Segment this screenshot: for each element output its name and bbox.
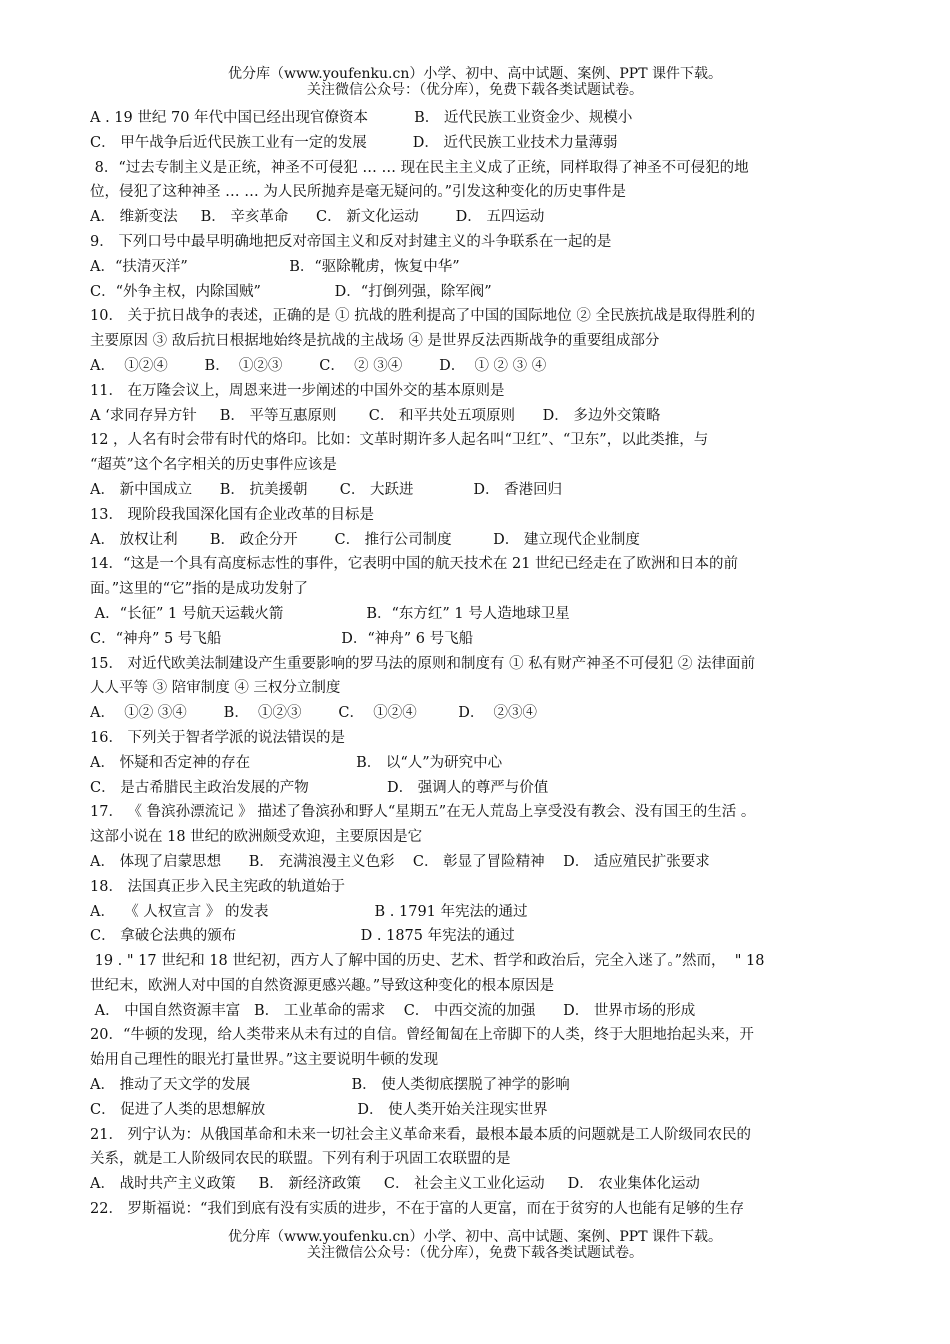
text-line: A． ①②④ B． ①②③ C． ② ③④ D． ① ② ③ ④ <box>90 357 547 374</box>
text-line: A． 怀疑和否定神的存在 B． 以“人”为研究中心 <box>90 754 503 771</box>
page-footer <box>0 1229 950 1261</box>
text-line: A． 维新变法 B． 辛亥革命 C． 新文化运动 D． 五四运动 <box>90 209 545 226</box>
text-line: C． 拿破仑法典的颁布 D . 1875 年宪法的通过 <box>90 928 515 945</box>
text-line: A . 19 世纪 70 年代中国已经出现官僚资本 B． 近代民族工业资金少、规模小 <box>90 110 633 126</box>
text-line: 人人平等 ③ 陪审制度 ④ 三权分立制度 <box>90 680 341 697</box>
text-line: 主要原因 ③ 敌后抗日根据地始终是抗战的主战场 ④ 是世界反法西斯战争的重要组成部分 <box>90 333 660 350</box>
text-line: 始用自己理性的眼光打量世界。”这主要说明牛顿的发现 <box>90 1052 439 1069</box>
text-line: A． 中国自然资源丰富 B． 工业革命的需求 C． 中西交流的加强 D． 世界市场的形成 <box>90 1002 696 1019</box>
text-line: 16． 下列关于智者学派的说法错误的是 <box>90 729 346 746</box>
text-line: C． 促进了人类的思想解放 D． 使人类开始关注现实世界 <box>90 1101 548 1118</box>
footer-line-1: 优分库（www.youfenku.cn）小学、初中、高中试题、案例、PPT 课件下载。 <box>227 1229 722 1245</box>
text-line: 13． 现阶段我国深化国有企业改革的目标是 <box>90 506 375 523</box>
text-line: 15． 对近代欧美法制建设产生重要影响的罗马法的原则和制度有 ① 私有财产神圣不可侵犯 ② 法律面前 <box>90 655 755 672</box>
text-line: C． 是古希腊民主政治发展的产物 D． 强调人的尊严与价值 <box>90 779 549 796</box>
page-header <box>0 66 950 98</box>
text-line: C．“外争主权，内除国贼” D．“打倒列强，除军阀” <box>90 283 492 300</box>
text-line: A．“扶清灭洋” B．“驱除靴虏，恢复中华” <box>90 258 460 275</box>
text-line: A． 《 人权宣言 》 的发表 B . 1791 年宪法的通过 <box>90 903 528 920</box>
text-line: 关系，就是工人阶级同农民的联盟。下列有利于巩固工农联盟的是 <box>90 1151 511 1168</box>
text-line: A． ①② ③④ B． ①②③ C． ①②④ D． ②③④ <box>90 705 538 722</box>
text-line: 18． 法国真正步入民主宪政的轨道始于 <box>90 878 346 895</box>
text-line: 9． 下列口号中最早明确地把反对帝国主义和反对封建主义的斗争联系在一起的是 <box>90 233 612 250</box>
text-line: A． 体现了启蒙思想 B． 充满浪漫主义色彩 C． 彰显了冒险精神 D． 适应殖民扩张要求 <box>90 853 710 870</box>
text-line: 世纪末，欧洲人对中国的自然资源更感兴趣。”导致这种变化的根本原因是 <box>90 977 555 994</box>
text-line: A． 推动了天文学的发展 B． 使人类彻底摆脱了神学的影响 <box>90 1077 570 1094</box>
text-line: A ‘求同存异方针 B． 平等互惠原则 C． 和平共处五项原则 D． 多边外交策略 <box>90 407 661 424</box>
text-line: 12 ，人名有时会带有时代的烙印。比如：文革时期许多人起名叫“卫红”、“卫东”，以此类推，与 <box>90 432 709 449</box>
text-line: 22． 罗斯福说：“我们到底有没有实质的进步，不在于富的人更富，而在于贫穷的人也能有足够的生存 <box>90 1201 744 1218</box>
text-line: A．“长征” 1 号航天运载火箭 B．“东方红” 1 号人造地球卫星 <box>90 605 570 622</box>
footer-line-2: 关注微信公众号：（优分库），免费下载各类试题试卷。 <box>307 1245 643 1261</box>
text-line: 20．“牛顿的发现，给人类带来从未有过的自信。曾经匍匐在上帝脚下的人类，终于大胆地抬起头来，开 <box>90 1027 754 1044</box>
text-line: 11． 在万隆会议上，周恩来进一步阐述的中国外交的基本原则是 <box>90 382 505 399</box>
text-line: “超英”这个名字相关的历史事件应该是 <box>90 457 337 474</box>
text-line: 8．“过去专制主义是正统，神圣不可侵犯 … … 现在民主主义成了正统，同样取得了神圣不可侵犯的地 <box>90 159 749 176</box>
text-line: 14．“这是一个具有高度标志性的事件，它表明中国的航天技术在 21 世纪已经走在了欧洲和日本的前 <box>90 556 739 573</box>
text-line: 21． 列宁认为：从俄国革命和未来一切社会主义革命来看，最根本最本质的问题就是工人阶级同农民的 <box>90 1126 752 1143</box>
text-line: A． 新中国成立 B． 抗美援朝 C． 大跃进 D． 香港回归 <box>90 481 563 498</box>
text-line: C． 甲午战争后近代民族工业有一定的发展 D． 近代民族工业技术力量薄弱 <box>90 134 618 151</box>
exam-content <box>90 106 870 1222</box>
text-line: A． 放权让利 B． 政企分开 C． 推行公司制度 D． 建立现代企业制度 <box>90 531 640 548</box>
text-line: 10． 关于抗日战争的表述，正确的是 ① 抗战的胜利提高了中国的国际地位 ② 全民族抗战是取得胜利的 <box>90 308 755 325</box>
text-line: 面。”这里的“它”指的是成功发射了 <box>90 581 308 598</box>
text-line: A． 战时共产主义政策 B． 新经济政策 C． 社会主义工业化运动 D． 农业集体化运动 <box>90 1176 700 1193</box>
text-line: 17． 《 鲁滨孙漂流记 》 描述了鲁滨孙和野人“星期五”在无人荒岛上享受没有教会、没有国王的生活 。 <box>90 804 756 821</box>
text-line: 这部小说在 18 世纪的欧洲颇受欢迎，主要原因是它 <box>90 829 423 846</box>
text-line: C．“神舟” 5 号飞船 D．“神舟” 6 号飞船 <box>90 630 474 647</box>
header-line-2: 关注微信公众号：（优分库），免费下载各类试题试卷。 <box>307 82 643 98</box>
header-line-1: 优分库（www.youfenku.cn）小学、初中、高中试题、案例、PPT 课件下载。 <box>227 66 722 82</box>
text-line: 19 . " 17 世纪和 18 世纪初，西方人了解中国的历史、艺术、哲学和政治后，完全入迷了。”然而， " 18 <box>90 953 765 970</box>
text-line: 位，侵犯了这种神圣 … … 为人民所抛弃是毫无疑问的。”引发这种变化的历史事件是 <box>90 184 626 201</box>
